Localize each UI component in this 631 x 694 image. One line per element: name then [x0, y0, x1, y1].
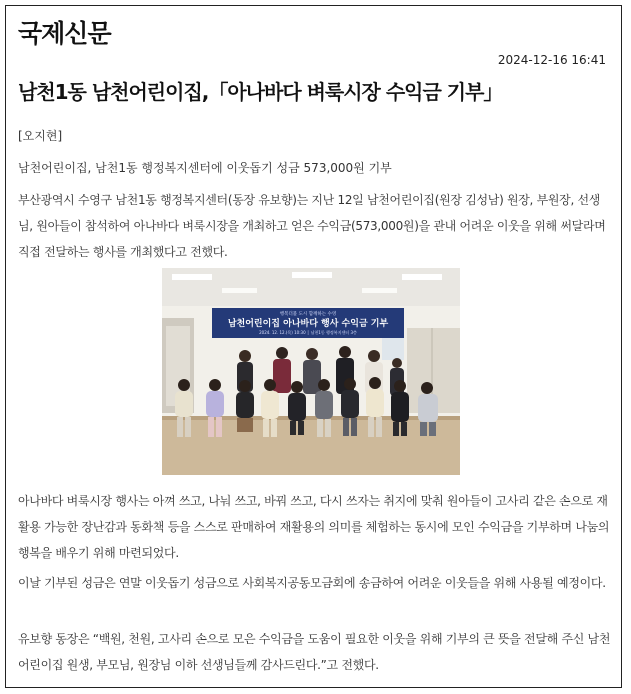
article-paragraph-2: 아나바다 벼룩시장 행사는 아껴 쓰고, 나눠 쓰고, 바꿔 쓰고, 다시 쓰자는 취지에 맞춰 원아들이 고사리 같은 손으로 재활용 가능한 장난감과 동화책 등을 스스로 판매하여 재활용의 의미를 체험하는 동시에 모인 수익금을 기부하며 나눔의 행복을 배우기 위해 마련되었다. — [18, 494, 610, 560]
banner-top-text: 행복더불 도시 함께하는 수영 — [279, 312, 337, 317]
publish-date: 2024-12-16 16:41 — [497, 53, 606, 67]
article-subheading: 남천어린이집, 남천1동 행정복지센터에 이웃돕기 성금 573,000원 기부 — [18, 161, 392, 175]
article-frame — [5, 5, 622, 688]
article-paragraph-3: 이날 기부된 성금은 연말 이웃돕기 성금으로 사회복지공동모금회에 송금하여 어려운 이웃들을 위해 사용될 예정이다. — [18, 576, 606, 590]
newspaper-masthead: 국제신문 — [18, 19, 111, 48]
article-byline: [오지현] — [18, 129, 63, 143]
article-photo — [162, 268, 460, 475]
article-headline: 남천1동 남천어린이집,「아나바다 벼룩시장 수익금 기부」 — [18, 80, 503, 104]
banner-main-text: 남천어린이집 아나바다 행사 수익금 기부 — [227, 319, 389, 329]
banner-bottom-text: 2024. 12. 12.(목) 10:30 │ 남천1동 행정복지센터 3층 — [259, 330, 357, 335]
article-paragraph-1: 부산광역시 수영구 남천1동 행정복지센터(동장 유보향)는 지난 12일 남천어린이집(원장 김성남) 원장, 부원장, 선생님, 원아들이 참석하여 아나바다 벼룩시장을 개최하고 얻은 수익금(573,000원)을 관내 어려운 이웃을 위해 써달라며 직접 전달하는 행사를 개최했다고 전했다. — [18, 193, 606, 259]
article-paragraph-4: 유보향 동장은 “백원, 천원, 고사리 손으로 모은 수익금을 도움이 필요한 이웃을 위해 기부의 큰 뜻을 전달해 주신 남천어린이집 원생, 부모님, 원장님 이하 선생님들께 감사드린다.”고 전했다. — [18, 632, 611, 672]
